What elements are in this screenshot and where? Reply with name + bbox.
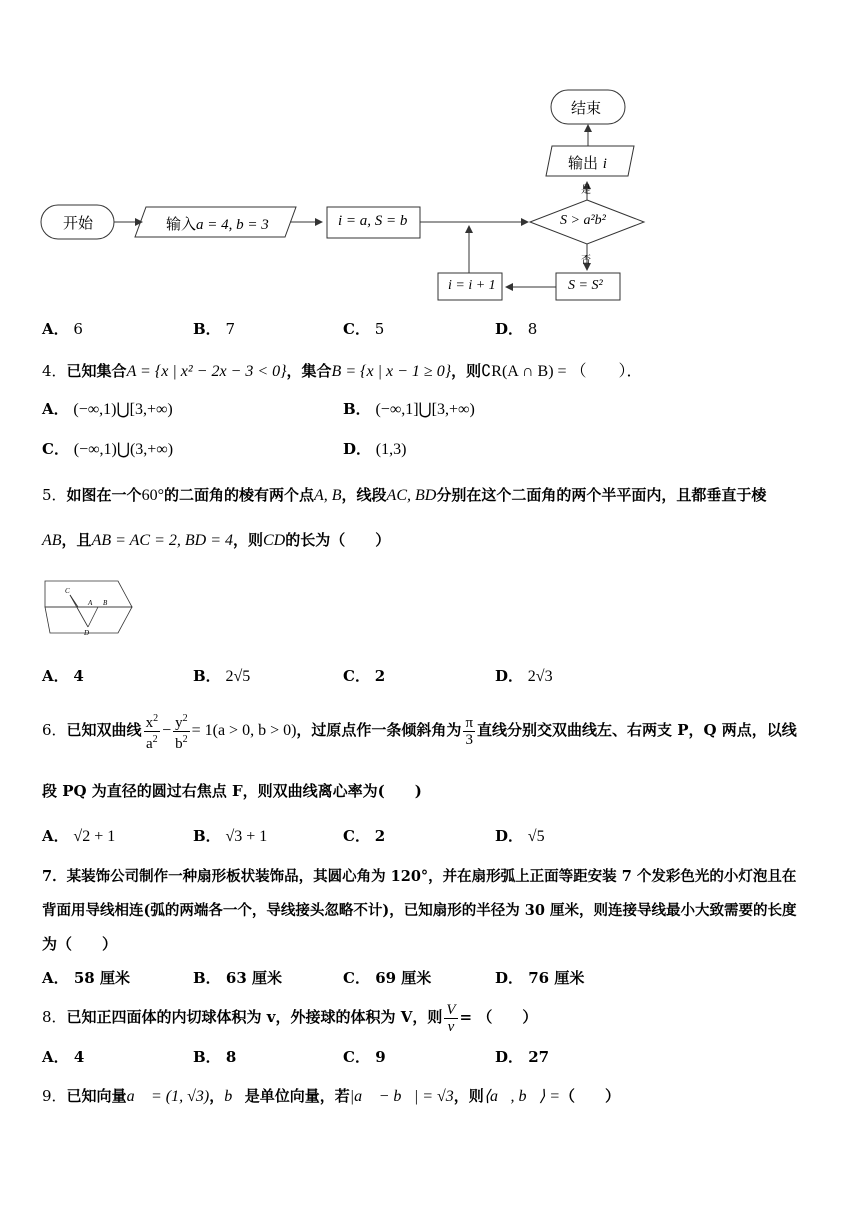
q5-dihedral-figure — [40, 575, 140, 640]
q8-option-a[interactable] — [42, 1046, 84, 1067]
q6-stem-line1: 6．已知双曲线 $\frac{x^2}{a^2}$ − $\frac{y^2}{b^2}$ = 1(a > 0, b > 0)，过原点作一条倾斜角为 $\frac{\pi}{3}$ 直线分别交双曲线左、右两支 P，Q 两点，以线 — [42, 712, 797, 752]
flow-input-label: 输入 — [166, 215, 197, 233]
option-label: B． — [193, 827, 221, 845]
option-text: 5 — [374, 320, 385, 338]
option-label: C． — [343, 320, 370, 338]
q7-option-c[interactable] — [343, 967, 431, 988]
q9-vector-a: a⃗ = (1, √3) — [126, 1088, 210, 1105]
q7-option-a[interactable] — [42, 967, 130, 988]
q5-text-2: 的二面角的棱有两个点 — [163, 486, 314, 504]
q5-ab: AB — [42, 532, 62, 549]
q5-points: A, B — [313, 487, 342, 504]
q8-stem — [42, 997, 537, 1037]
flow-end-text: 结束 — [571, 99, 602, 117]
q8-number: 8． — [42, 1008, 67, 1026]
q9-text-3: 是单位向量，若 — [244, 1087, 350, 1105]
q7-option-b[interactable] — [193, 967, 282, 988]
flow-init-text: i = a, S = b — [338, 213, 408, 229]
q6-number: 6． — [42, 721, 67, 739]
flow-input-text — [166, 213, 269, 234]
q9-text-2: ， — [209, 1087, 225, 1105]
option-text: √2 + 1 — [73, 828, 116, 845]
q8-option-d[interactable] — [495, 1046, 549, 1067]
flow-input-math: a = 4, b = 3 — [196, 217, 269, 233]
option-text: (−∞,1)⋃[3,+∞) — [73, 401, 173, 418]
option-text: √5 — [527, 828, 545, 845]
q5-option-b[interactable] — [193, 665, 250, 686]
option-text: 6 — [73, 320, 83, 338]
q3-option-a[interactable] — [42, 318, 83, 339]
fig-label-d: D — [84, 629, 90, 637]
q7-stem-line2: 背面用导线相连(弧的两端各一个，导线接头忽略不计)，已知扇形的半径为 30 厘米，则连接导线最小大致需要的长度 — [42, 902, 797, 919]
option-text: 4 — [73, 667, 84, 685]
option-label: D． — [495, 320, 524, 338]
q5-text-6: ，则 — [232, 531, 263, 549]
q5-cd: CD — [263, 532, 286, 549]
option-label: D． — [495, 827, 524, 845]
flow-condition-text: S > a²b² — [560, 213, 606, 228]
q4-expression: ∁R(A ∩ B) = （ ）． — [481, 363, 643, 380]
flow-start-text: 开始 — [63, 214, 94, 232]
option-text: 27 — [528, 1048, 550, 1066]
q5-text-5: ，且 — [61, 531, 92, 549]
q5-text-4: 分别在这个二面角的两个半平面内，且都垂直于棱 — [436, 486, 767, 504]
option-label: A． — [42, 400, 69, 418]
q6-text-3: 直线分别交双曲线左、右两支 P，Q 两点，以线 — [477, 721, 797, 739]
option-label: B． — [193, 667, 221, 685]
q4-option-d[interactable] — [343, 438, 406, 459]
q4-text-2: ，集合 — [286, 362, 332, 380]
option-text: 4 — [73, 1048, 85, 1066]
q3-option-b[interactable] — [193, 318, 235, 339]
q5-option-a[interactable] — [42, 665, 84, 686]
q9-stem — [42, 1085, 620, 1106]
q9-text-5: （ ） — [559, 1087, 620, 1105]
q4-option-c[interactable] — [42, 438, 173, 459]
q5-degree: 60° — [141, 487, 164, 504]
flow-no-label: 否 — [581, 255, 591, 266]
option-text: 2√5 — [225, 668, 251, 685]
flowchart-diagram — [0, 0, 868, 320]
q3-option-d[interactable] — [495, 318, 537, 339]
q4-text-3: ，则 — [451, 362, 482, 380]
q5-text-1: 如图在一个 — [66, 486, 142, 504]
q8-text-1: 已知正四面体的内切球体积为 v，外接球的体积为 V，则 — [66, 1008, 443, 1026]
q8-option-b[interactable] — [193, 1046, 236, 1067]
q4-stem — [42, 358, 643, 381]
option-label: B． — [193, 320, 221, 338]
q6-text-1: 已知双曲线 — [66, 721, 142, 739]
option-text: (−∞,1)⋃(3,+∞) — [73, 441, 174, 458]
option-text: √3 + 1 — [225, 828, 268, 845]
option-label: C． — [42, 440, 69, 458]
flow-update-s-text: S = S² — [568, 278, 603, 293]
q6-frac-x: $\frac{x^2}{a^2}$ — [145, 712, 159, 752]
flow-output-var: i — [602, 156, 607, 172]
q8-frac: $\frac{V}{v}$ — [446, 1001, 456, 1035]
q4-set-a: A = {x | x² − 2x − 3 < 0} — [126, 363, 287, 380]
q7-stem-line1: 7．某装饰公司制作一种扇形板状装饰品，其圆心角为 120°，并在扇形弧上正面等距安装 7 个发彩色光的小灯泡且在 — [42, 868, 797, 885]
option-text: 63 厘米 — [225, 969, 283, 987]
q6-frac-y: $\frac{y^2}{b^2}$ — [175, 712, 188, 752]
option-text: 2 — [374, 827, 386, 845]
q9-vector-b: b⃗ — [224, 1088, 245, 1105]
q6-option-d[interactable] — [495, 825, 545, 846]
q7-stem-line3: 为（ ） — [42, 935, 118, 953]
flow-yes-label: 是 — [581, 185, 591, 196]
option-text: 2 — [374, 667, 386, 685]
q9-text-1: 已知向量 — [66, 1087, 127, 1105]
q5-option-c[interactable] — [343, 665, 385, 686]
q5-text-7: 的长为（ ） — [285, 531, 391, 549]
option-text: 9 — [375, 1048, 386, 1066]
option-label: B． — [343, 400, 371, 418]
q9-condition: |a⃗ − b⃗| = √3 — [349, 1088, 454, 1105]
option-label: D． — [495, 667, 524, 685]
flow-output-label: 输出 — [568, 154, 599, 172]
option-text: (−∞,1]⋃[3,+∞) — [375, 401, 475, 418]
fig-label-b: B — [103, 599, 108, 607]
q4-option-a[interactable] — [42, 398, 173, 419]
q6-frac-angle: $\frac{\pi}{3}$ — [465, 714, 474, 748]
option-label: B． — [193, 969, 221, 987]
q5-option-d[interactable] — [495, 665, 553, 686]
option-label: A． — [42, 827, 69, 845]
option-label: A． — [42, 667, 69, 685]
fig-label-c: C — [65, 587, 70, 595]
q5-stem-line2 — [42, 529, 390, 550]
option-label: B． — [193, 1048, 221, 1066]
option-label: C． — [343, 667, 370, 685]
q3-option-c[interactable] — [343, 318, 384, 339]
q4-set-b: B = {x | x − 1 ≥ 0} — [331, 363, 452, 380]
option-label: C． — [343, 1048, 370, 1066]
option-text: 69 厘米 — [375, 969, 432, 987]
option-text: 76 厘米 — [528, 969, 585, 987]
q4-number: 4． — [42, 362, 67, 380]
option-label: A． — [42, 969, 69, 987]
q9-angle: ⟨a⃗, b⃗⟩ = — [483, 1088, 560, 1105]
option-text: 8 — [527, 320, 538, 338]
option-label: D． — [495, 1048, 524, 1066]
option-text: 8 — [225, 1048, 237, 1066]
option-label: C． — [343, 969, 370, 987]
q8-option-c[interactable] — [343, 1046, 386, 1067]
q6-option-b[interactable] — [193, 825, 267, 846]
q6-equation-tail: = 1(a > 0, b > 0) — [191, 722, 297, 739]
option-text: 7 — [225, 320, 236, 338]
q4-text-1: 已知集合 — [66, 362, 127, 380]
option-label: A． — [42, 320, 69, 338]
q8-text-2: = （ ） — [459, 1008, 538, 1026]
q6-option-a[interactable] — [42, 825, 115, 846]
option-label: D． — [495, 969, 524, 987]
q6-option-c[interactable] — [343, 825, 385, 846]
option-text: 58 厘米 — [73, 969, 130, 987]
q7-option-d[interactable] — [495, 967, 584, 988]
q9-text-4: ，则 — [453, 1087, 484, 1105]
q5-condition: AB = AC = 2, BD = 4 — [91, 532, 233, 549]
q5-stem-line1 — [42, 484, 766, 505]
flow-output-text — [568, 152, 607, 173]
q6-text-2: ，过原点作一条倾斜角为 — [296, 721, 462, 739]
q5-number: 5． — [42, 486, 67, 504]
q4-option-b[interactable] — [343, 398, 475, 419]
q9-number: 9． — [42, 1087, 67, 1105]
q5-segments: AC, BD — [386, 487, 437, 504]
fig-label-a: A — [88, 599, 93, 607]
option-text: (1,3) — [375, 441, 407, 458]
q5-text-3: ，线段 — [341, 486, 387, 504]
q6-stem-line2: 段 PQ 为直径的圆过右焦点 F，则双曲线离心率为( ) — [42, 782, 422, 800]
flow-update-i-text: i = i + 1 — [448, 278, 496, 293]
option-label: C． — [343, 827, 370, 845]
option-text: 2√3 — [527, 668, 553, 685]
option-label: D． — [343, 440, 372, 458]
option-label: A． — [42, 1048, 69, 1066]
